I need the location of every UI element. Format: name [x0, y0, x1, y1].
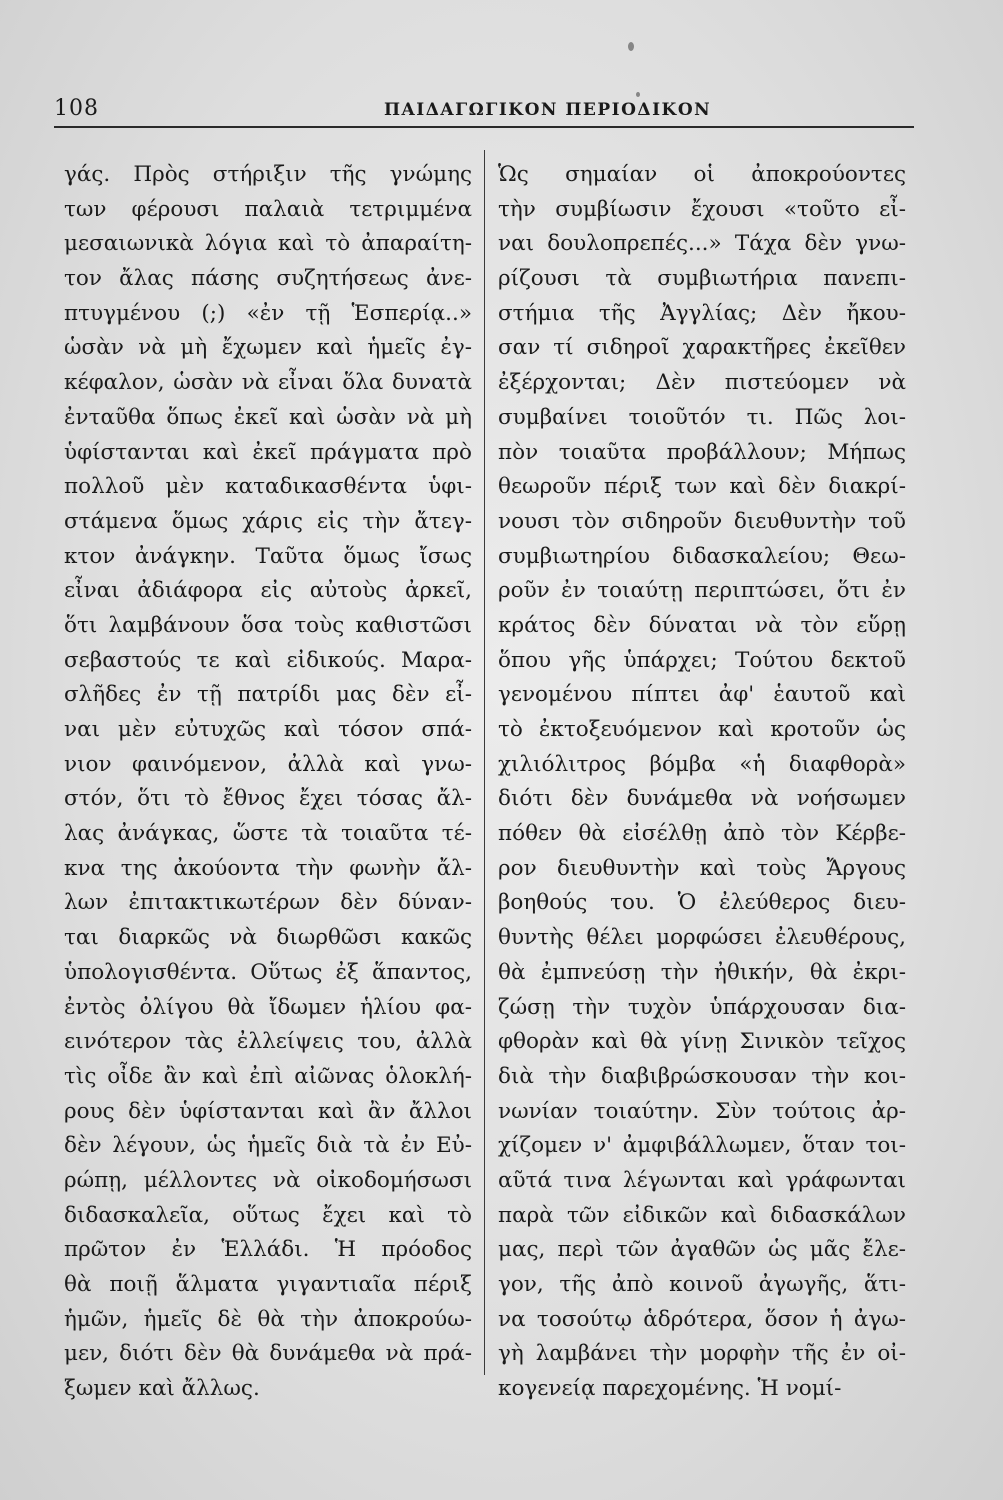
text-line: των φέρουσι παλαιὰ τετριμμένα [64, 196, 472, 222]
text-line: λων ἐπιτακτικωτέρων δὲν δύναν- [64, 890, 472, 916]
text-line: πτυγμένου (;) «ἐν τῇ Ἑσπερίᾳ..» [64, 300, 472, 326]
text-line: δὲν λέγουν, ὡς ἡμεῖς διὰ τὰ ἐν Εὐ- [64, 1133, 472, 1159]
text-line: ἐξέρχονται; Δὲν πιστεύομεν νὰ [498, 370, 906, 396]
column-divider [484, 150, 485, 1375]
text-line: ρον διευθυντὴν καὶ τοὺς Ἄργους [498, 855, 906, 881]
text-line: εἶναι ἀδιάφορα εἰς αὐτοὺς ἀρκεῖ, [64, 578, 472, 604]
text-line: τὴν συμβίωσιν ἔχουσι «τοῦτο εἶ- [498, 196, 906, 222]
text-line: ἐνταῦθα ὅπως ἐκεῖ καὶ ὡσὰν νὰ μὴ [64, 404, 472, 430]
text-line: γον, τῆς ἀπὸ κοινοῦ ἀγωγῆς, ἅτι- [498, 1272, 906, 1297]
text-line: θὰ ποιῇ ἅλματα γιγαντιαῖα πέριξ [64, 1272, 472, 1297]
text-line: γενομένου πίπτει ἀφ' ἑαυτοῦ καὶ [498, 682, 906, 708]
text-line: χίζομεν ν' ἀμφιβάλλωμεν, ὅταν τοι- [498, 1133, 906, 1159]
text-line: μεν, διότι δὲν θὰ δυνάμεθα νὰ πρά- [64, 1341, 472, 1367]
text-line: ναι δουλοπρεπές...» Τάχα δὲν γνω- [498, 231, 906, 257]
text-line: συμβαίνει τοιοῦτόν τι. Πῶς λοι- [498, 404, 906, 430]
text-line: να τοσούτῳ ἁδρότερα, ὅσον ἡ ἀγω- [498, 1306, 906, 1332]
text-line: διδασκαλεῖα, οὕτως ἔχει καὶ τὸ [64, 1202, 472, 1228]
text-line: ὑφίστανται καὶ ἐκεῖ πράγματα πρὸ [64, 439, 472, 465]
text-line: γὴ λαμβάνει τὴν μορφὴν τῆς ἐν οἰ- [498, 1341, 906, 1367]
text-line: τον ἄλας πάσης συζητήσεως ἀνε- [64, 266, 472, 292]
text-line: πὸν τοιαῦτα προβάλλουν; Μήπως [498, 439, 906, 465]
text-line: τὶς οἶδε ἂν καὶ ἐπὶ αἰῶνας ὁλοκλή- [64, 1063, 472, 1089]
header-rule [54, 126, 914, 128]
text-line: εινότερον τὰς ἐλλείψεις του, ἀλλὰ [64, 1029, 472, 1055]
text-line: ξωμεν καὶ ἄλλως. [64, 1376, 260, 1402]
text-line: ἐντὸς ὀλίγου θὰ ἴδωμεν ἡλίου φα- [64, 994, 472, 1020]
left-column [64, 158, 472, 1407]
text-line: θυντὴς θέλει μορφώσει ἐλευθέρους, [498, 925, 906, 951]
text-line: λας ἀνάγκας, ὥστε τὰ τοιαῦτα τέ- [64, 821, 472, 847]
text-line: κράτος δὲν δύναται νὰ τὸν εὕρῃ [498, 612, 906, 638]
text-line: μας, περὶ τῶν ἀγαθῶν ὡς μᾶς ἔλε- [498, 1237, 906, 1263]
text-line: νωνίαν τοιαύτην. Σὺν τούτοις ἀρ- [498, 1098, 906, 1124]
text-line: διὰ τὴν διαβιβρώσκουσαν τὴν κοι- [498, 1063, 906, 1089]
text-line: θεωροῦν πέριξ των καὶ δὲν διακρί- [498, 474, 906, 500]
text-line: ναι μὲν εὐτυχῶς καὶ τόσον σπά- [64, 717, 472, 742]
text-line: διότι δὲν δυνάμεθα νὰ νοήσωμεν [498, 786, 906, 812]
text-line: κογενείᾳ παρεχομένης. Ἡ νομί- [498, 1376, 842, 1402]
page-number: 108 [54, 96, 99, 121]
text-line: χιλιόλιτρος βόμβα «ἡ διαφθορὰ» [498, 751, 906, 777]
text-line: σλῆδες ἐν τῇ πατρίδι μας δὲν εἶ- [64, 682, 472, 708]
text-line: ἡμῶν, ἡμεῖς δὲ θὰ τὴν ἀποκρούω- [64, 1306, 472, 1332]
text-line: ται διαρκῶς νὰ διωρθῶσι κακῶς [64, 925, 472, 951]
text-line: αῦτά τινα λέγωνται καὶ γράφωνται [498, 1167, 906, 1193]
text-line: Ὡς σημαίαν οἱ ἀποκρούοντες [498, 162, 906, 187]
text-line: βοηθούς του. Ὁ ἐλεύθερος διευ- [498, 890, 906, 916]
text-line: νουσι τὸν σιδηροῦν διευθυντὴν τοῦ [498, 508, 906, 534]
text-line: ὅπου γῆς ὑπάρχει; Τούτου δεκτοῦ [498, 647, 906, 673]
text-line: ροῦν ἐν τοιαύτῃ περιπτώσει, ὅτι ἐν [498, 578, 906, 604]
text-line: πόθεν θὰ εἰσέλθῃ ἀπὸ τὸν Κέρβε- [498, 821, 906, 847]
text-line: ζώσῃ τὴν τυχὸν ὑπάρχουσαν δια- [498, 994, 906, 1020]
text-line: παρὰ τῶν εἰδικῶν καὶ διδασκάλων [498, 1202, 906, 1228]
page-header [54, 96, 914, 126]
text-line: σαν τί σιδηροῖ χαρακτῆρες ἐκεῖθεν [498, 335, 906, 361]
running-title: ΠΑΙΔΑΓΩΓΙΚΟΝ ΠΕΡΙΟΔΙΚΟΝ [384, 100, 712, 120]
text-line: πρῶτον ἐν Ἑλλάδι. Ἡ πρόοδος [64, 1237, 472, 1263]
text-line: ρώπῃ, μέλλοντες νὰ οἰκοδομήσωσι [64, 1167, 472, 1193]
text-line: κτον ἀνάγκην. Ταῦτα ὅμως ἴσως [64, 543, 472, 569]
text-line: συμβιωτηρίου διδασκαλείου; Θεω- [498, 543, 906, 569]
text-line: ρίζουσι τὰ συμβιωτήρια πανεπι- [498, 266, 906, 292]
text-line: κνα της ἀκούοντα τὴν φωνὴν ἄλ- [64, 855, 472, 881]
text-line: νιον φαινόμενον, ἀλλὰ καὶ γνω- [64, 751, 472, 777]
text-line: ὡσὰν νὰ μὴ ἔχωμεν καὶ ἡμεῖς ἐγ- [64, 335, 472, 361]
text-line: ὅτι λαμβάνουν ὅσα τοὺς καθιστῶσι [64, 612, 472, 638]
text-line: ρους δὲν ὑφίστανται καὶ ἂν ἄλλοι [64, 1098, 472, 1124]
text-line: πολλοῦ μὲν καταδικασθέντα ὑφι- [64, 474, 472, 500]
text-line: στόν, ὅτι τὸ ἔθνος ἔχει τόσας ἄλ- [64, 786, 472, 812]
text-line: σεβαστούς τε καὶ εἰδικούς. Μαρα- [64, 647, 472, 673]
right-column [498, 158, 906, 1407]
ink-smudge [628, 42, 634, 51]
text-line: τὸ ἐκτοξευόμενον καὶ κροτοῦν ὡς [498, 717, 906, 742]
text-line: φθορὰν καὶ θὰ γίνῃ Σινικὸν τεῖχος [498, 1029, 906, 1055]
text-line: θὰ ἐμπνεύσῃ τὴν ἠθικήν, θὰ ἐκρι- [498, 959, 906, 985]
text-line: στάμενα ὅμως χάρις εἰς τὴν ἄτεγ- [64, 508, 472, 534]
text-line: στήμια τῆς Ἀγγλίας; Δὲν ἤκου- [498, 300, 906, 326]
text-line: κέφαλον, ὡσὰν νὰ εἶναι ὅλα δυνατὰ [64, 370, 472, 396]
text-line: μεσαιωνικὰ λόγια καὶ τὸ ἀπαραίτη- [64, 231, 472, 257]
text-line: ὑπολογισθέντα. Οὕτως ἐξ ἅπαντος, [64, 959, 472, 985]
text-line: γάς. Πρὸς στήριξιν τῆς γνώμης [64, 162, 472, 187]
